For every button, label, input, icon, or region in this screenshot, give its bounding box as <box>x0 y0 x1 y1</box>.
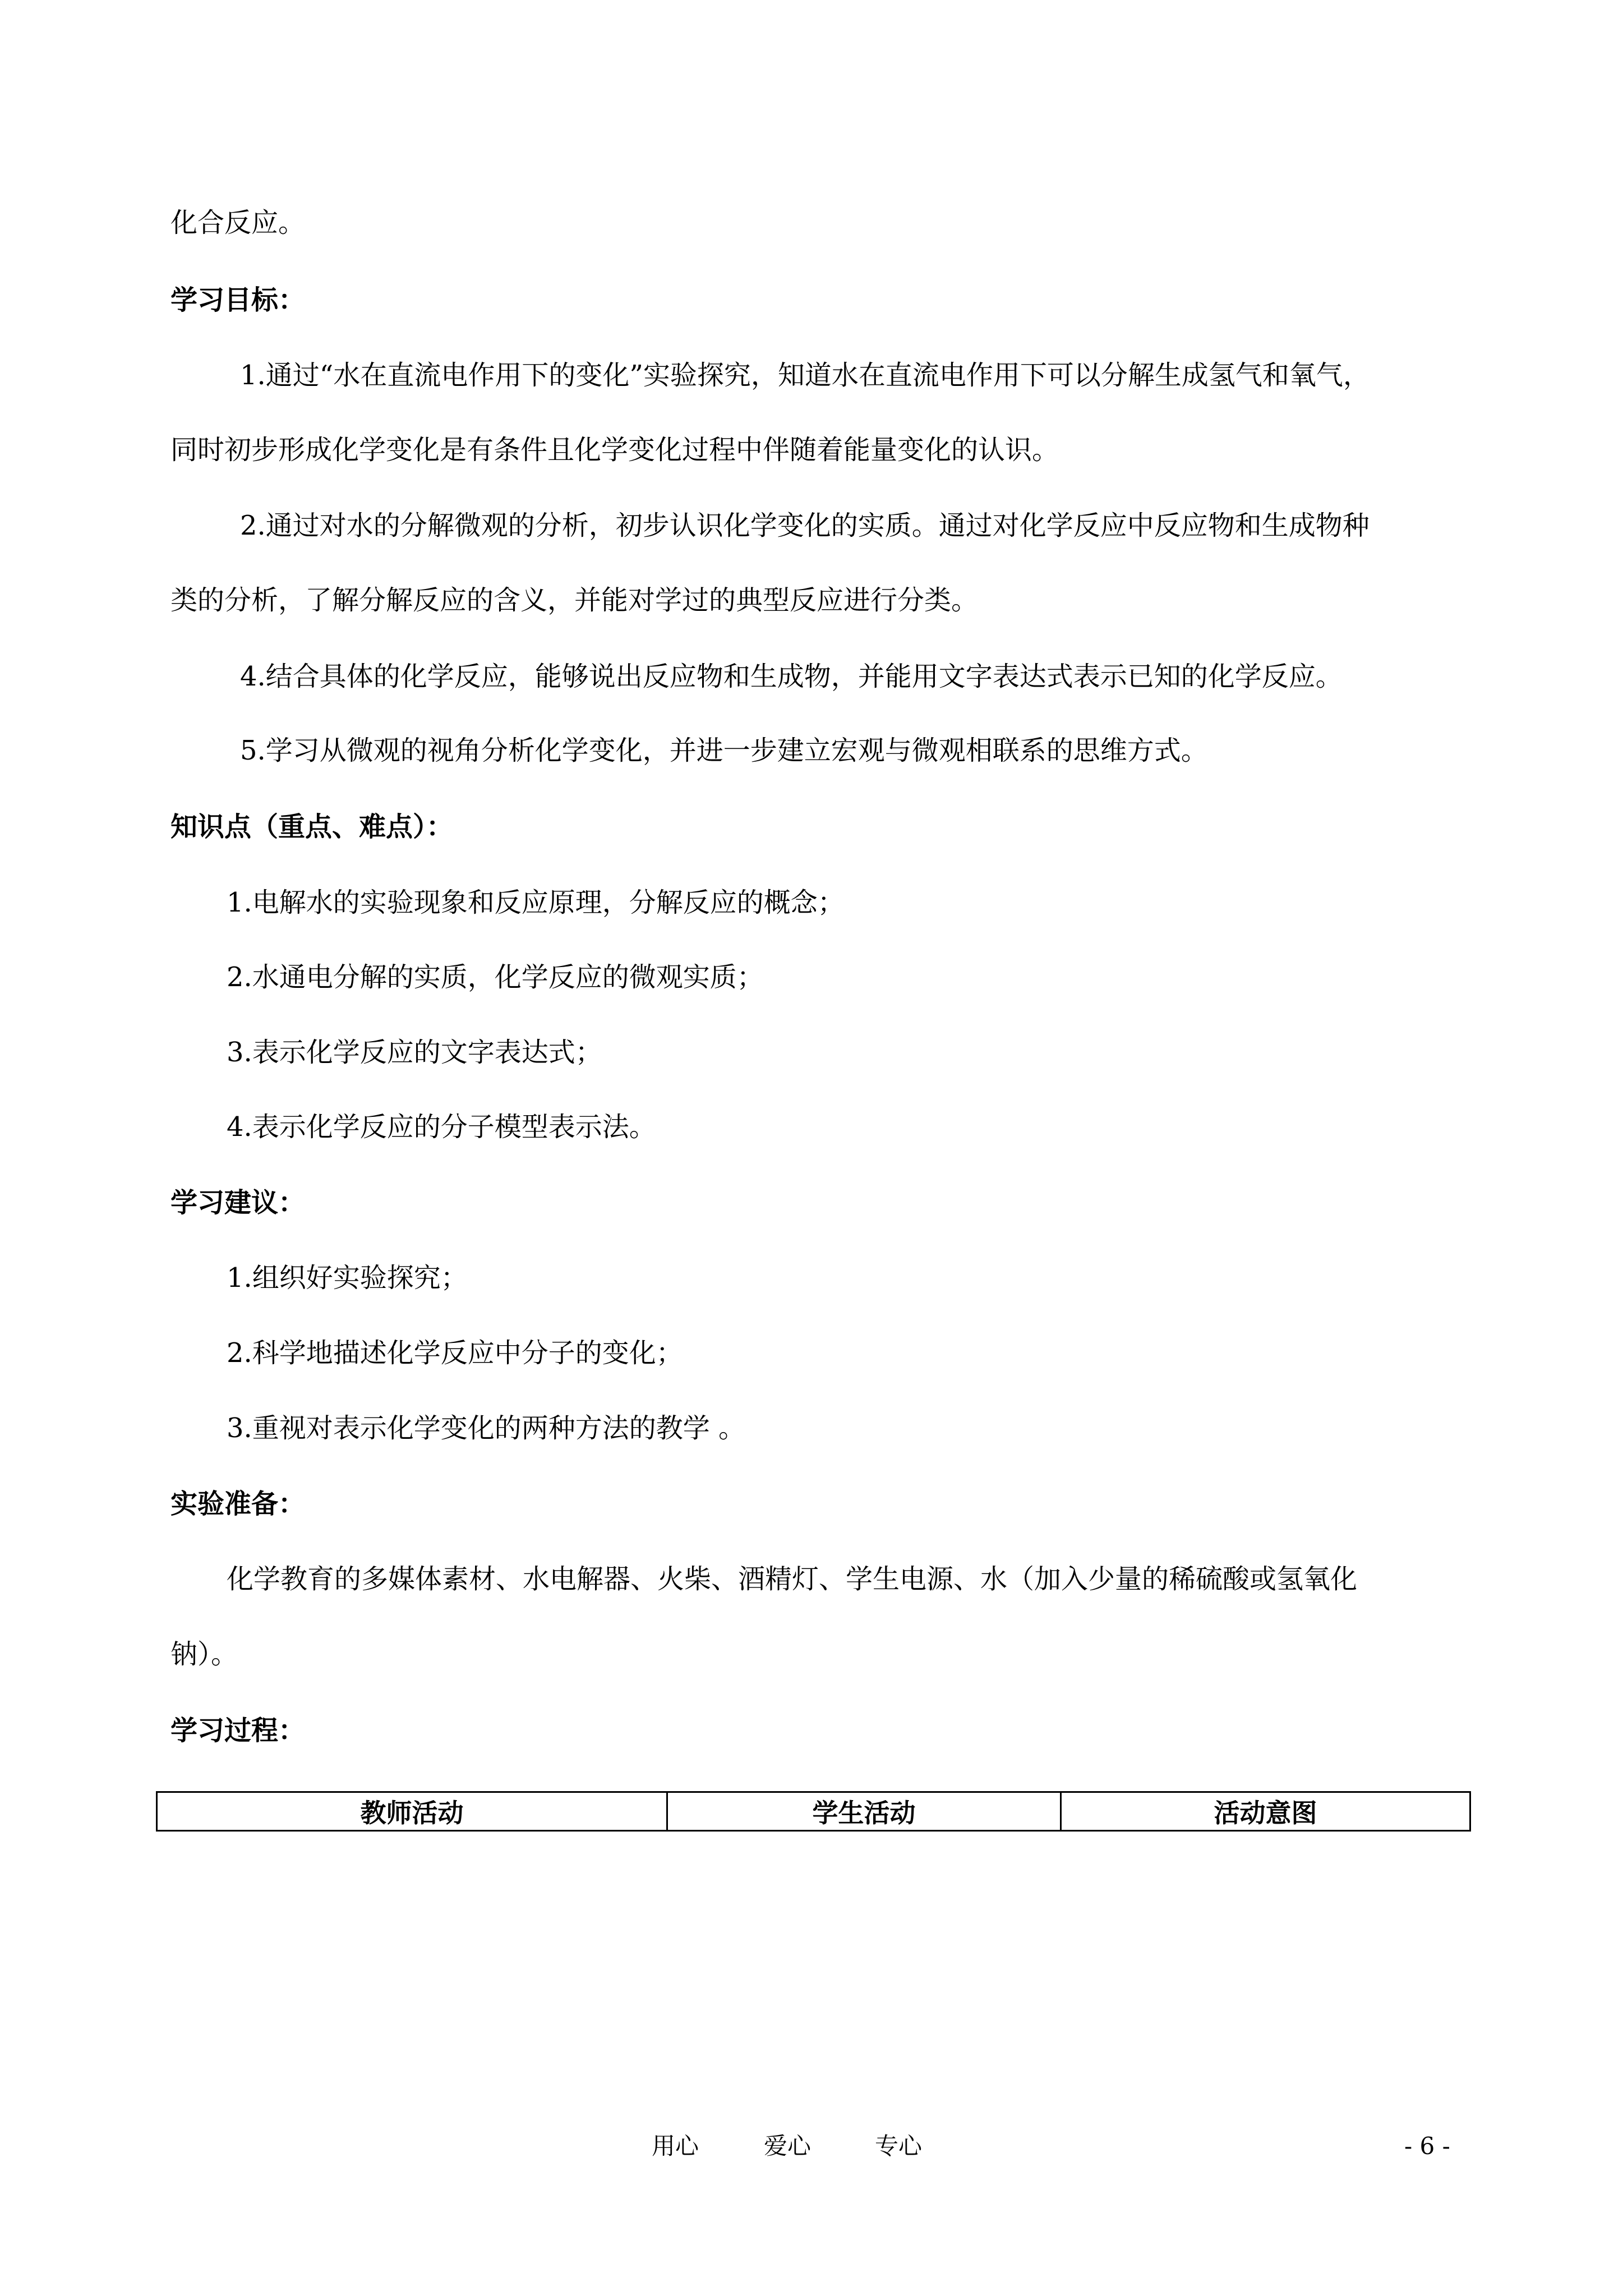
footer-motto-2: 爱心 <box>764 2132 811 2160</box>
objective-item-2-line-1: 2.通过对水的分解微观的分析，初步认识化学变化的实质。通过对化学反应中反应物和生成物种 <box>240 510 1370 541</box>
footer-motto-1: 用心 <box>652 2132 699 2160</box>
page-number: - 6 - <box>1404 2132 1450 2160</box>
knowledge-item-1: 1.电解水的实验现象和反应原理，分解反应的概念； <box>227 887 845 918</box>
preparation-line-1: 化学教育的多媒体素材、水电解器、火柴、酒精灯、学生电源、水（加入少量的稀硫酸或氢氧化 <box>227 1563 1358 1595</box>
suggestions-heading: 学习建议： <box>170 1187 306 1218</box>
objectives-heading: 学习目标： <box>170 284 306 316</box>
knowledge-item-4: 4.表示化学反应的分子模型表示法。 <box>227 1111 656 1143</box>
objective-item-4: 4.结合具体的化学反应，能够说出反应物和生成物，并能用文字表达式表示已知的化学反应。 <box>240 661 1343 692</box>
process-table <box>156 1791 1471 1832</box>
suggestion-item-2: 2.科学地描述化学反应中分子的变化； <box>227 1337 683 1369</box>
process-heading: 学习过程： <box>170 1715 306 1746</box>
column-activity-intent: 活动意图 <box>1061 1792 1470 1831</box>
knowledge-heading: 知识点（重点、难点）： <box>170 811 454 843</box>
objective-item-5: 5.学习从微观的视角分析化学变化，并进一步建立宏观与微观相联系的思维方式。 <box>240 735 1208 766</box>
preparation-line-2: 钠）。 <box>170 1639 238 1670</box>
column-student-activity: 学生活动 <box>667 1792 1061 1831</box>
knowledge-item-2: 2.水通电分解的实质，化学反应的微观实质； <box>227 961 764 993</box>
footer-motto-3: 专心 <box>875 2132 923 2160</box>
intro-line: 化合反应。 <box>170 207 306 238</box>
knowledge-item-3: 3.表示化学反应的文字表达式； <box>227 1037 602 1068</box>
suggestion-item-3: 3.重视对表示化学变化的两种方法的教学 。 <box>227 1412 746 1444</box>
suggestion-item-1: 1.组织好实验探究； <box>227 1262 468 1294</box>
objective-item-1-line-2: 同时初步形成化学变化是有条件且化学变化过程中伴随着能量变化的认识。 <box>170 434 1059 466</box>
objective-item-1-line-1: 1.通过“水在直流电作用下的变化”实验探究，知道水在直流电作用下可以分解生成氢气和氧气， <box>240 360 1370 391</box>
process-table-header-row <box>157 1792 1470 1831</box>
column-teacher-activity: 教师活动 <box>157 1792 667 1831</box>
preparation-heading: 实验准备： <box>170 1488 306 1520</box>
objective-item-2-line-2: 类的分析，了解分解反应的含义，并能对学过的典型反应进行分类。 <box>170 585 979 616</box>
